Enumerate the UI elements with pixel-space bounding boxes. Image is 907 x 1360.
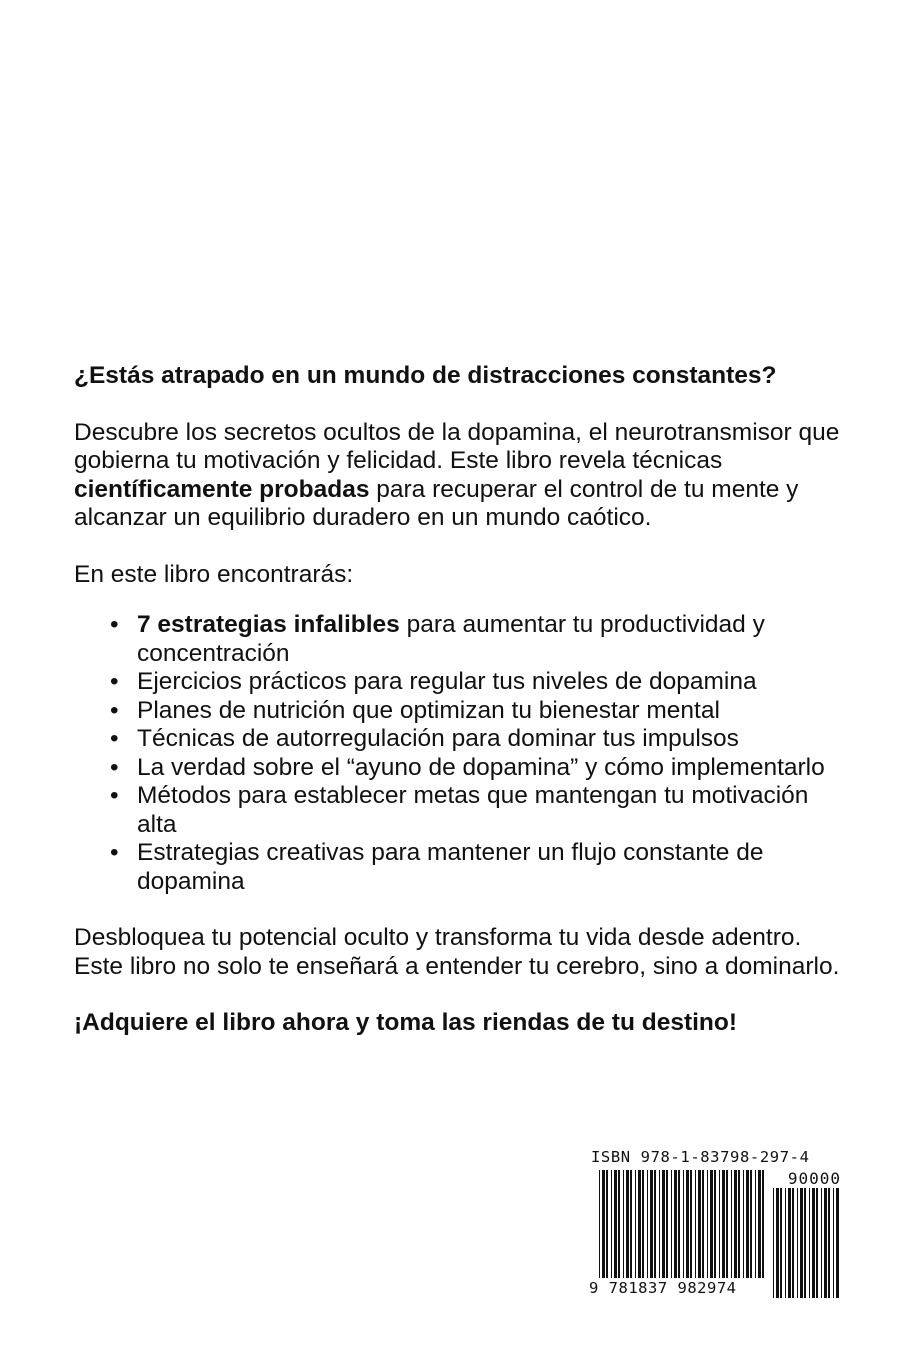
isbn-barcode [589, 1148, 843, 1300]
list-item-text: La verdad sobre el “ayuno de dopamina” y cómo implementarlo [137, 753, 825, 781]
description-emphasis: científicamente probadas [74, 475, 370, 503]
feature-list [74, 611, 854, 896]
barcode-bars-icon [599, 1170, 767, 1278]
list-item [110, 839, 854, 896]
list-item [110, 611, 854, 668]
ean-digits: 9 781837 982974 [589, 1279, 737, 1297]
list-item [110, 754, 854, 783]
list-item-emphasis: 7 estrategias infalibles [137, 611, 400, 638]
price-code: 90000 [787, 1169, 841, 1188]
description-text: Descubre los secretos ocultos de la dopamina, el neurotransmisor que gobierna tu motivación y felicidad. Este libro revela técnicas [74, 418, 840, 474]
list-item-text: Estrategias creativas para mantener un flujo constante de dopamina [137, 839, 764, 895]
barcode-addon-bars-icon [773, 1188, 839, 1298]
list-item-text: Técnicas de autorregulación para dominar tus impulsos [137, 725, 739, 752]
back-cover-text [74, 362, 854, 1038]
list-item-text: para aumentar tu productividad y concentración [137, 611, 765, 667]
list-item [110, 697, 854, 726]
list-item-text: Ejercicios prácticos para regular tus niveles de dopamina [137, 668, 757, 695]
headline: ¿Estás atrapado en un mundo de distracciones constantes? [74, 362, 777, 389]
call-to-action: ¡Adquiere el libro ahora y toma las riendas de tu destino! [74, 1009, 737, 1036]
description-text-end: para recuperar el control de tu mente y alcanzar un equilibrio duradero en un mundo caótico. [74, 475, 799, 531]
closing-paragraph: Desbloquea tu potencial oculto y transforma tu vida desde adentro. Este libro no solo te enseñará a entender tu cerebro, sino a dominarlo. [74, 924, 840, 980]
list-intro: En este libro encontrarás: [74, 560, 354, 588]
list-item [110, 725, 854, 754]
list-item-text: Métodos para establecer metas que mantengan tu motivación alta [137, 782, 809, 838]
list-item [110, 782, 854, 839]
list-item [110, 668, 854, 697]
list-item-text: Planes de nutrición que optimizan tu bienestar mental [137, 696, 720, 724]
isbn-label: ISBN 978-1-83798-297-4 [591, 1148, 810, 1166]
description-paragraph [74, 419, 854, 533]
